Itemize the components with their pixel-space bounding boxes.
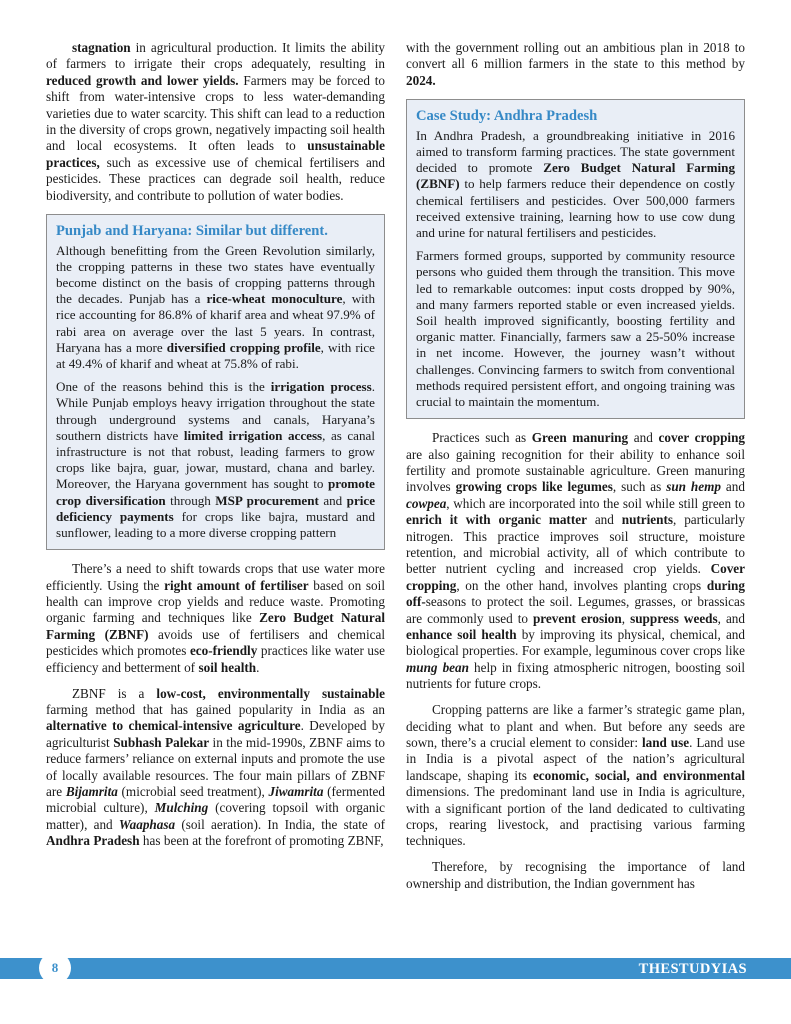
paragraph-land-use: Cropping patterns are like a farmer’s strategic game plan, deciding what to plant and when. But before any seeds are sown, there’s a crucial element to consider: land use. Land use in India is a pivotal aspect of the nation’s agricultural landscape, shaping its economic, social, and environmental dimensions. The predominant land use in India is agriculture, with a significant portion of the land dedicated to cultivating crops, rearing livestock, and practising various farming techniques. [406,702,745,849]
paragraph-land-ownership: Therefore, by recognising the importance of land ownership and distribution, the Indian government has [406,859,745,891]
page-number-badge: 8 [39,952,71,984]
callout-title-case-study: Case Study: Andhra Pradesh [416,107,598,124]
callout-paragraph-cropping-patterns: Although benefitting from the Green Revolution similarly, the cropping patterns in these two states have eventually become distinct on the basis of cropping patterns through the decades. Punjab has a rice-wheat monoculture, with rice accounting for 86.8% of kharif area and wheat 97.9% of rabi area on average over the last 5 years. In contrast, Haryana has a more diversified cropping profile, with rice at 49.4% of kharif and wheat at 75.8% of rabi. [56,242,375,371]
callout-punjab-haryana [46,214,385,551]
callout-paragraph-initiative: In Andhra Pradesh, a groundbreaking initiative in 2016 aimed to transform farming practices. The state government decided to promote Zero Budget Natural Farming (ZBNF) to help farmers reduce their dependence on costly chemical fertilisers and pesticides. Over 500,000 farmers received extensive training, learning how to use cow dung and urine for natural fertilisers and pesticides. [416,127,735,240]
two-column-layout [46,40,746,940]
callout-title-punjab-haryana: Punjab and Haryana: Similar but different. [56,222,328,239]
paragraph-green-manuring: Practices such as Green manuring and cover cropping are also gaining recognition for their ability to enhance soil fertility and promote sustainable agriculture. Green manuring involves growing crops like legumes, such as sun hemp and cowpea, which are incorporated into the soil while still green to enrich it with organic matter and nutrients, particularly nitrogen. This practice improves soil structure, moisture retention, and microbial activity, all of which contribute to better nutrient cycling and increased crop yields. Cover cropping, on the other hand, involves planting crops during off-seasons to protect the soil. Legumes, grasses, or brassicas are commonly used to prevent erosion, suppress weeds, and enhance soil health by improving its physical, chemical, and biological properties. For example, leguminous cover crops like mung bean help in fixing atmospheric nitrogen, boosting soil nutrients for future crops. [406,430,746,692]
left-column [46,40,385,940]
paragraph-zbnf-definition: ZBNF is a low-cost, environmentally sustainable farming method that has gained popularity in India as an alternative to chemical-intensive agriculture. Developed by agriculturist Subhash Palekar in the mid-1990s, ZBNF aims to reduce farmers’ reliance on external inputs and promote the use of locally available resources. The four main pillars of ZBNF are Bijamrita (microbial seed treatment), Jiwamrita (fermented microbial culture), Mulching (covering topsoil with organic matter), and Waaphasa (soil aeration). In India, the state of Andhra Pradesh has been at the forefront of promoting ZBNF, [46,685,385,849]
paragraph-government-plan: with the government rolling out an ambitious plan in 2018 to convert all 6 million farmers in the state to this method by 2024. [406,40,745,88]
paragraph-stagnation: stagnation in agricultural production. It limits the ability of farmers to irrigate their crops adequately, resulting in reduced growth and lower yields. Farmers may be forced to shift from water-intensive crops to less water-demanding varieties due to water scarcity. This shift can lead to a reduction in the diversity of crops grown, negatively impacting soil health and local ecosystems. It often leads to unsustainable practices, such as excessive use of chemical fertilisers and pesticides. These practices can degrade soil health, reduce biodiversity, and contribute to pollution of water bodies. [46,40,385,203]
right-column [406,40,745,940]
callout-case-study-andhra-pradesh [406,99,745,419]
footer-brand-text: THESTUDYIAS [638,961,747,977]
callout-paragraph-outcomes: Farmers formed groups, supported by community resource persons who guided them through the transition. This move led to remarkable outcomes: input costs dropped by 90%, and many farmers reported stable or even increased yields. Soil health improved significantly, boosting fertility and organic matter. Financially, farmers saw a 25-50% increase in net income. However, the journey wasn’t without challenges. Convincing farmers to switch from conventional methods required persistent effort, and ongoing training was crucial to maintain the momentum. [416,248,735,409]
paragraph-water-efficiency: There’s a need to shift towards crops that use water more efficiently. Using the right amount of fertiliser based on soil health can improve crop yields and reduce waste. Promoting organic farming and techniques like Zero Budget Natural Farming (ZBNF) avoids use of fertilisers and chemical pesticides which promotes eco-friendly practices like water use efficiency and betterment of soil health. [46,561,385,675]
callout-paragraph-irrigation-process: One of the reasons behind this is the irrigation process. While Punjab employs heavy irrigation throughout the state through underground systems and canals, Haryana’s southern districts have limited irrigation access, as canal infrastructure is not that robust, leading farmers to grow crops like bajra, guar, jowar, mustard, chana and barley. Moreover, the Haryana government has sought to promote crop diversification through MSP procurement and price deficiency payments for crops like bajra, mustard and sunflower, leading to a more diverse cropping pattern [56,379,376,541]
